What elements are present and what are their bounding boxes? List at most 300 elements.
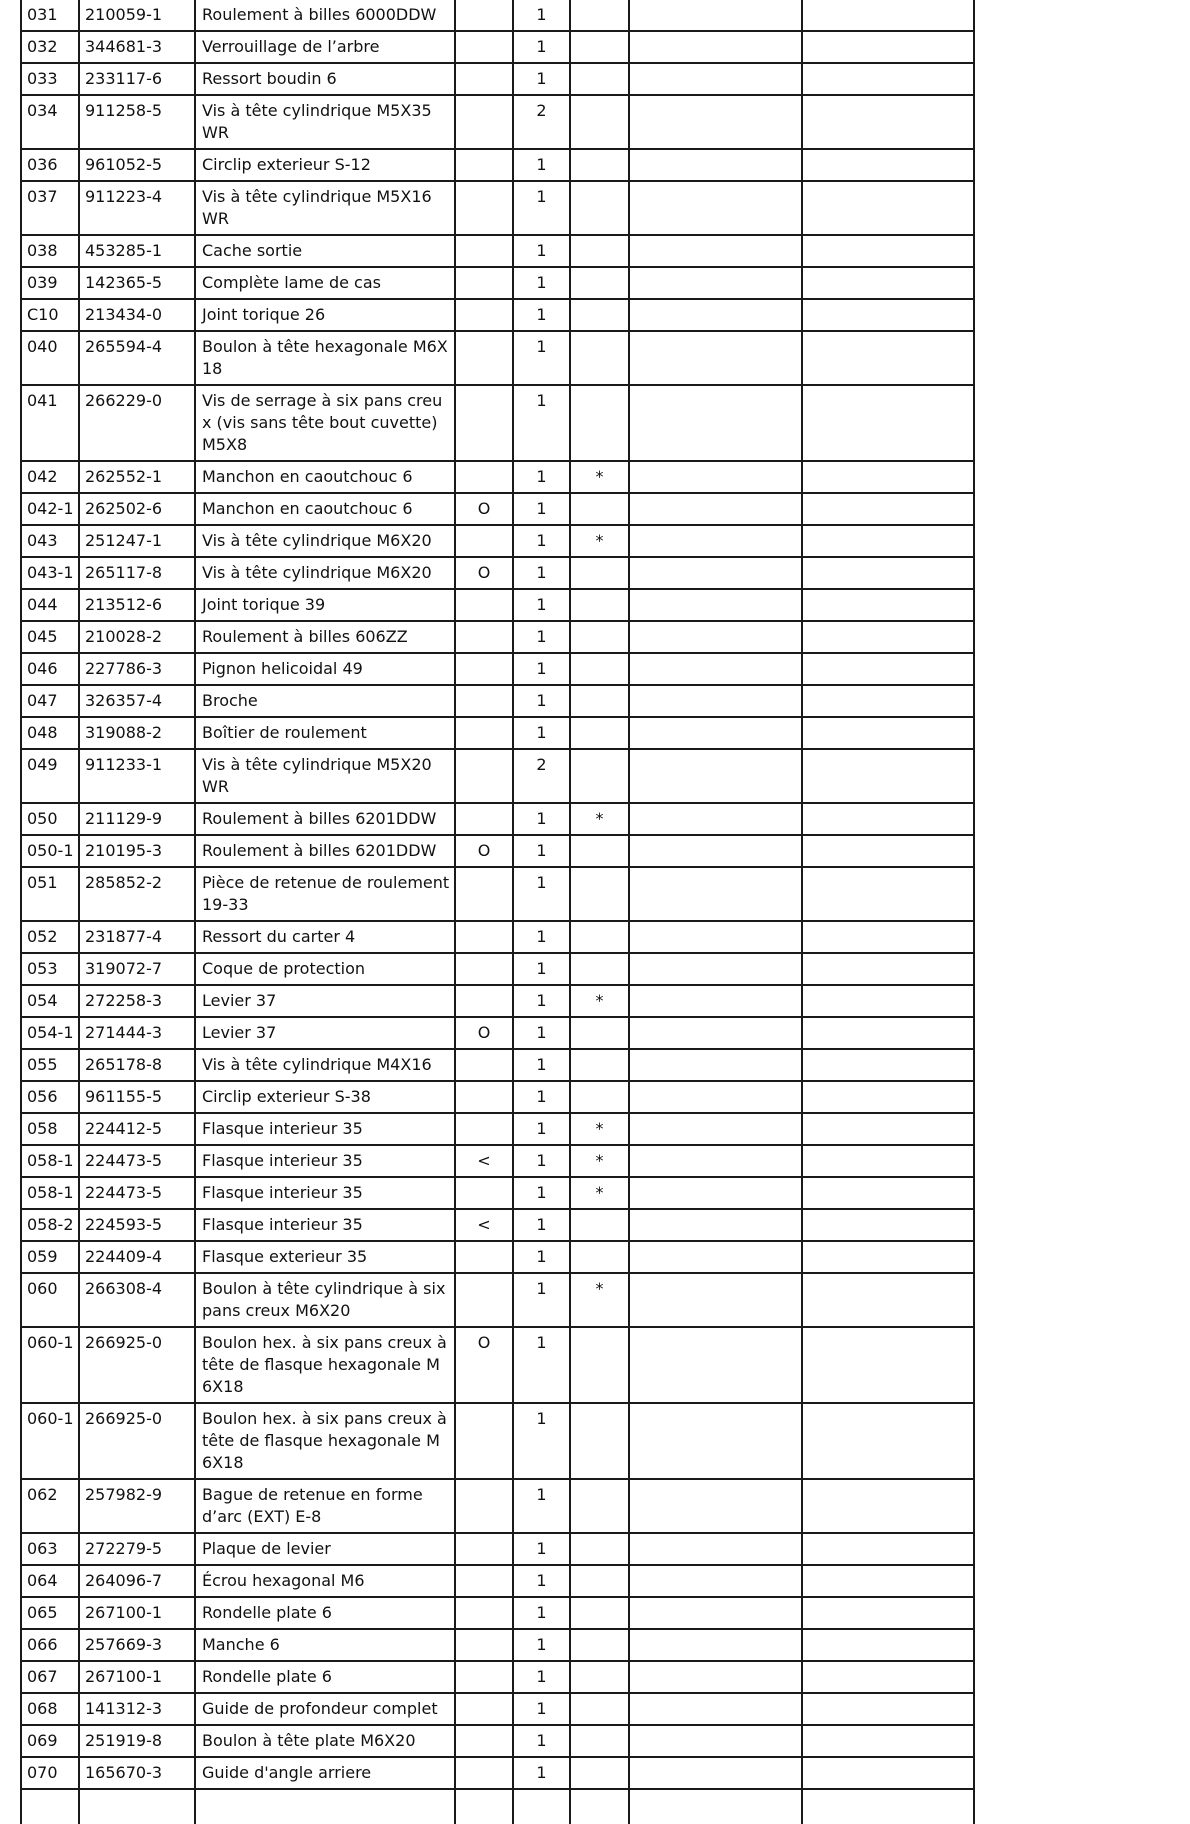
- quantity-cell: 1: [513, 1693, 570, 1725]
- empty-cell: [802, 621, 974, 653]
- note-mark-cell: [570, 1725, 629, 1757]
- table-row: [21, 589, 974, 621]
- empty-cell: [802, 1661, 974, 1693]
- empty-cell: [629, 803, 802, 835]
- description-cell: Flasque interieur 35: [195, 1113, 455, 1145]
- item-number-cell: 065: [21, 1597, 79, 1629]
- quantity-cell: 1: [513, 0, 570, 31]
- quantity-cell: 1: [513, 181, 570, 235]
- table-row: [21, 31, 974, 63]
- item-number-cell: 052: [21, 921, 79, 953]
- table-row: [21, 95, 974, 149]
- description-cell: Boulon hex. à six pans creux à tête de flasque hexagonale M6X18: [195, 1327, 455, 1403]
- description-cell: Vis à tête cylindrique M5X16 WR: [195, 181, 455, 235]
- table-row: [21, 557, 974, 589]
- note-mark-cell: [570, 1661, 629, 1693]
- item-number-cell: 059: [21, 1241, 79, 1273]
- option-mark-cell: [455, 1597, 513, 1629]
- empty-cell: [629, 1757, 802, 1789]
- option-mark-cell: [455, 1241, 513, 1273]
- note-mark-cell: [570, 653, 629, 685]
- empty-cell: [802, 1145, 974, 1177]
- item-number-cell: 031: [21, 0, 79, 31]
- description-cell: Vis à tête cylindrique M6X20: [195, 557, 455, 589]
- part-number-cell: 272258-3: [79, 985, 195, 1017]
- note-mark-cell: [570, 63, 629, 95]
- part-number-cell: 911223-4: [79, 181, 195, 235]
- empty-cell: [802, 1757, 974, 1789]
- part-number-cell: 257669-3: [79, 1629, 195, 1661]
- option-mark-cell: [455, 1177, 513, 1209]
- empty-cell: [802, 493, 974, 525]
- description-cell: Joint torique 26: [195, 299, 455, 331]
- empty-cell: [629, 1273, 802, 1327]
- part-number-cell: 265178-8: [79, 1049, 195, 1081]
- part-number-cell: 141312-3: [79, 1693, 195, 1725]
- empty-cell: [629, 1725, 802, 1757]
- empty-cell: [629, 557, 802, 589]
- table-row: [21, 1327, 974, 1403]
- note-mark-cell: *: [570, 525, 629, 557]
- empty-cell: [802, 1113, 974, 1145]
- table-row: [21, 1241, 974, 1273]
- note-mark-cell: [570, 749, 629, 803]
- note-mark-cell: *: [570, 1273, 629, 1327]
- item-number-cell: 045: [21, 621, 79, 653]
- note-mark-cell: [570, 621, 629, 653]
- empty-cell: [802, 181, 974, 235]
- table-row: [21, 63, 974, 95]
- description-cell: Écrou hexagonal M6: [195, 1565, 455, 1597]
- quantity-cell: 1: [513, 1327, 570, 1403]
- note-mark-cell: [570, 685, 629, 717]
- description-cell: Vis de serrage à six pans creux (vis sans tête bout cuvette) M5X8: [195, 385, 455, 461]
- option-mark-cell: [455, 267, 513, 299]
- quantity-cell: 1: [513, 557, 570, 589]
- option-mark-cell: [455, 653, 513, 685]
- table-row: [21, 621, 974, 653]
- table-row: [21, 1725, 974, 1757]
- part-number-cell: 262552-1: [79, 461, 195, 493]
- note-mark-cell: [570, 557, 629, 589]
- empty-cell: [802, 525, 974, 557]
- description-cell: Flasque exterieur 35: [195, 1241, 455, 1273]
- option-mark-cell: O: [455, 1017, 513, 1049]
- empty-cell: [629, 985, 802, 1017]
- option-mark-cell: [455, 685, 513, 717]
- empty-cell: [802, 385, 974, 461]
- parts-list-page: [20, 0, 975, 1824]
- empty-cell: [802, 589, 974, 621]
- quantity-cell: 1: [513, 1273, 570, 1327]
- empty-cell: [629, 1789, 802, 1824]
- part-number-cell: 266308-4: [79, 1273, 195, 1327]
- empty-cell: [802, 803, 974, 835]
- empty-cell: [802, 1049, 974, 1081]
- description-cell: Levier 37: [195, 985, 455, 1017]
- option-mark-cell: O: [455, 1327, 513, 1403]
- empty-cell: [629, 385, 802, 461]
- option-mark-cell: <: [455, 1209, 513, 1241]
- part-number-cell: 266925-0: [79, 1327, 195, 1403]
- description-cell: Boulon à tête hexagonale M6X18: [195, 331, 455, 385]
- description-cell: Cache sortie: [195, 235, 455, 267]
- option-mark-cell: [455, 803, 513, 835]
- item-number-cell: 046: [21, 653, 79, 685]
- quantity-cell: 1: [513, 461, 570, 493]
- part-number-cell: 231877-4: [79, 921, 195, 953]
- empty-cell: [802, 1241, 974, 1273]
- quantity-cell: 1: [513, 1177, 570, 1209]
- empty-cell: [629, 1565, 802, 1597]
- empty-cell: [802, 1273, 974, 1327]
- empty-cell: [629, 1241, 802, 1273]
- note-mark-cell: [570, 1533, 629, 1565]
- description-cell: Manchon en caoutchouc 6: [195, 493, 455, 525]
- item-number-cell: 056: [21, 1081, 79, 1113]
- quantity-cell: 2: [513, 749, 570, 803]
- quantity-cell: 1: [513, 149, 570, 181]
- note-mark-cell: [570, 95, 629, 149]
- description-cell: Guide de profondeur complet: [195, 1693, 455, 1725]
- empty-cell: [629, 181, 802, 235]
- part-number-cell: 251919-8: [79, 1725, 195, 1757]
- empty-cell: [802, 921, 974, 953]
- quantity-cell: 1: [513, 1629, 570, 1661]
- empty-cell: [802, 1629, 974, 1661]
- option-mark-cell: [455, 149, 513, 181]
- item-number-cell: 070: [21, 1757, 79, 1789]
- empty-cell: [629, 493, 802, 525]
- table-row: [21, 385, 974, 461]
- description-cell: Boulon à tête plate M6X20: [195, 1725, 455, 1757]
- note-mark-cell: [570, 1209, 629, 1241]
- empty-cell: [802, 653, 974, 685]
- item-number-cell: 049: [21, 749, 79, 803]
- description-cell: Pièce de retenue de roulement 19-33: [195, 867, 455, 921]
- note-mark-cell: *: [570, 1113, 629, 1145]
- note-mark-cell: [570, 331, 629, 385]
- part-number-cell: 165670-3: [79, 1757, 195, 1789]
- description-cell: Ressort du carter 4: [195, 921, 455, 953]
- description-cell: Bague de retenue en forme d’arc (EXT) E-8: [195, 1479, 455, 1533]
- note-mark-cell: [570, 493, 629, 525]
- parts-table: [20, 0, 975, 1824]
- description-cell: Manche 6: [195, 1629, 455, 1661]
- item-number-cell: 054-1: [21, 1017, 79, 1049]
- table-row: [21, 921, 974, 953]
- empty-cell: [21, 1789, 79, 1824]
- note-mark-cell: *: [570, 461, 629, 493]
- empty-cell: [802, 149, 974, 181]
- option-mark-cell: [455, 1725, 513, 1757]
- option-mark-cell: [455, 1273, 513, 1327]
- item-number-cell: 033: [21, 63, 79, 95]
- item-number-cell: 043: [21, 525, 79, 557]
- quantity-cell: 1: [513, 867, 570, 921]
- empty-cell: [629, 589, 802, 621]
- quantity-cell: 1: [513, 331, 570, 385]
- note-mark-cell: [570, 31, 629, 63]
- description-cell: Circlip exterieur S-12: [195, 149, 455, 181]
- part-number-cell: 326357-4: [79, 685, 195, 717]
- empty-cell: [629, 1629, 802, 1661]
- option-mark-cell: [455, 621, 513, 653]
- empty-cell: [629, 749, 802, 803]
- empty-cell: [629, 1533, 802, 1565]
- note-mark-cell: [570, 835, 629, 867]
- quantity-cell: 1: [513, 1017, 570, 1049]
- note-mark-cell: [570, 267, 629, 299]
- empty-cell: [802, 835, 974, 867]
- item-number-cell: 058: [21, 1113, 79, 1145]
- part-number-cell: 266229-0: [79, 385, 195, 461]
- part-number-cell: 961155-5: [79, 1081, 195, 1113]
- option-mark-cell: [455, 461, 513, 493]
- empty-cell: [629, 1177, 802, 1209]
- empty-cell: [629, 149, 802, 181]
- empty-cell: [802, 749, 974, 803]
- item-number-cell: 039: [21, 267, 79, 299]
- option-mark-cell: [455, 749, 513, 803]
- part-number-cell: 911258-5: [79, 95, 195, 149]
- note-mark-cell: [570, 953, 629, 985]
- empty-cell: [570, 1789, 629, 1824]
- note-mark-cell: [570, 717, 629, 749]
- empty-cell: [802, 717, 974, 749]
- empty-cell: [79, 1789, 195, 1824]
- option-mark-cell: [455, 1479, 513, 1533]
- quantity-cell: 1: [513, 953, 570, 985]
- description-cell: Roulement à billes 6201DDW: [195, 803, 455, 835]
- part-number-cell: 265594-4: [79, 331, 195, 385]
- part-number-cell: 224593-5: [79, 1209, 195, 1241]
- note-mark-cell: [570, 299, 629, 331]
- item-number-cell: 054: [21, 985, 79, 1017]
- note-mark-cell: [570, 1241, 629, 1273]
- item-number-cell: 048: [21, 717, 79, 749]
- item-number-cell: 058-1: [21, 1177, 79, 1209]
- item-number-cell: 058-1: [21, 1145, 79, 1177]
- table-row: [21, 1661, 974, 1693]
- table-row: [21, 685, 974, 717]
- part-number-cell: 233117-6: [79, 63, 195, 95]
- description-cell: Boîtier de roulement: [195, 717, 455, 749]
- note-mark-cell: [570, 181, 629, 235]
- option-mark-cell: <: [455, 1145, 513, 1177]
- empty-cell: [629, 921, 802, 953]
- table-row: [21, 1629, 974, 1661]
- note-mark-cell: [570, 921, 629, 953]
- note-mark-cell: [570, 0, 629, 31]
- quantity-cell: 1: [513, 685, 570, 717]
- option-mark-cell: [455, 1629, 513, 1661]
- empty-cell: [629, 653, 802, 685]
- option-mark-cell: [455, 1403, 513, 1479]
- item-number-cell: 042-1: [21, 493, 79, 525]
- table-row: [21, 1565, 974, 1597]
- option-mark-cell: [455, 953, 513, 985]
- option-mark-cell: [455, 331, 513, 385]
- empty-cell: [629, 461, 802, 493]
- description-cell: Roulement à billes 6000DDW: [195, 0, 455, 31]
- part-number-cell: 262502-6: [79, 493, 195, 525]
- empty-cell: [629, 1403, 802, 1479]
- description-cell: Flasque interieur 35: [195, 1209, 455, 1241]
- note-mark-cell: [570, 589, 629, 621]
- item-number-cell: 060-1: [21, 1327, 79, 1403]
- empty-cell: [802, 1597, 974, 1629]
- empty-cell: [629, 1661, 802, 1693]
- table-row: [21, 953, 974, 985]
- note-mark-cell: [570, 1597, 629, 1629]
- part-number-cell: 319088-2: [79, 717, 195, 749]
- part-number-cell: 285852-2: [79, 867, 195, 921]
- empty-cell: [629, 299, 802, 331]
- table-row: [21, 1209, 974, 1241]
- empty-cell: [802, 31, 974, 63]
- quantity-cell: 1: [513, 63, 570, 95]
- quantity-cell: 1: [513, 1403, 570, 1479]
- quantity-cell: 1: [513, 803, 570, 835]
- table-row: [21, 235, 974, 267]
- empty-cell: [629, 1693, 802, 1725]
- quantity-cell: 1: [513, 653, 570, 685]
- part-number-cell: 272279-5: [79, 1533, 195, 1565]
- part-number-cell: 266925-0: [79, 1403, 195, 1479]
- option-mark-cell: [455, 63, 513, 95]
- empty-cell: [629, 835, 802, 867]
- quantity-cell: 1: [513, 1081, 570, 1113]
- table-row: [21, 181, 974, 235]
- table-row: [21, 1273, 974, 1327]
- quantity-cell: 1: [513, 1209, 570, 1241]
- empty-cell: [629, 867, 802, 921]
- parts-table-body: [21, 0, 974, 1824]
- option-mark-cell: [455, 299, 513, 331]
- table-row: [21, 493, 974, 525]
- quantity-cell: 1: [513, 985, 570, 1017]
- empty-cell: [629, 717, 802, 749]
- item-number-cell: 060: [21, 1273, 79, 1327]
- empty-cell: [802, 685, 974, 717]
- quantity-cell: 1: [513, 835, 570, 867]
- empty-cell: [629, 235, 802, 267]
- table-row: [21, 525, 974, 557]
- description-cell: Roulement à billes 606ZZ: [195, 621, 455, 653]
- empty-cell: [629, 63, 802, 95]
- table-row: [21, 749, 974, 803]
- item-number-cell: 038: [21, 235, 79, 267]
- item-number-cell: 047: [21, 685, 79, 717]
- empty-cell: [629, 1081, 802, 1113]
- empty-cell: [802, 1565, 974, 1597]
- quantity-cell: 1: [513, 1049, 570, 1081]
- empty-cell: [802, 953, 974, 985]
- option-mark-cell: [455, 181, 513, 235]
- empty-cell: [802, 1177, 974, 1209]
- option-mark-cell: [455, 921, 513, 953]
- item-number-cell: 066: [21, 1629, 79, 1661]
- quantity-cell: 1: [513, 589, 570, 621]
- item-number-cell: 051: [21, 867, 79, 921]
- description-cell: Ressort boudin 6: [195, 63, 455, 95]
- part-number-cell: 213434-0: [79, 299, 195, 331]
- quantity-cell: 1: [513, 525, 570, 557]
- table-row: [21, 1597, 974, 1629]
- item-number-cell: 042: [21, 461, 79, 493]
- note-mark-cell: [570, 867, 629, 921]
- description-cell: Vis à tête cylindrique M6X20: [195, 525, 455, 557]
- item-number-cell: 064: [21, 1565, 79, 1597]
- quantity-cell: 1: [513, 267, 570, 299]
- empty-cell: [629, 685, 802, 717]
- option-mark-cell: [455, 867, 513, 921]
- note-mark-cell: [570, 235, 629, 267]
- empty-cell: [802, 1403, 974, 1479]
- empty-cell: [802, 1789, 974, 1824]
- empty-cell: [802, 1209, 974, 1241]
- note-mark-cell: [570, 1565, 629, 1597]
- table-row: [21, 653, 974, 685]
- empty-cell: [629, 331, 802, 385]
- description-cell: Boulon hex. à six pans creux à tête de flasque hexagonale M6X18: [195, 1403, 455, 1479]
- note-mark-cell: *: [570, 985, 629, 1017]
- option-mark-cell: [455, 985, 513, 1017]
- empty-cell: [802, 867, 974, 921]
- part-number-cell: 319072-7: [79, 953, 195, 985]
- item-number-cell: 060-1: [21, 1403, 79, 1479]
- item-number-cell: 044: [21, 589, 79, 621]
- note-mark-cell: [570, 1049, 629, 1081]
- description-cell: Coque de protection: [195, 953, 455, 985]
- table-row: [21, 461, 974, 493]
- quantity-cell: 1: [513, 31, 570, 63]
- empty-cell: [629, 525, 802, 557]
- description-cell: Guide d'angle arriere: [195, 1757, 455, 1789]
- table-row: [21, 149, 974, 181]
- option-mark-cell: [455, 1661, 513, 1693]
- table-row: [21, 1017, 974, 1049]
- part-number-cell: 251247-1: [79, 525, 195, 557]
- quantity-cell: 1: [513, 1533, 570, 1565]
- table-row: [21, 1177, 974, 1209]
- item-number-cell: 032: [21, 31, 79, 63]
- option-mark-cell: O: [455, 493, 513, 525]
- description-cell: Roulement à billes 6201DDW: [195, 835, 455, 867]
- empty-cell: [629, 0, 802, 31]
- note-mark-cell: *: [570, 1145, 629, 1177]
- description-cell: Circlip exterieur S-38: [195, 1081, 455, 1113]
- note-mark-cell: [570, 385, 629, 461]
- table-row: [21, 331, 974, 385]
- empty-cell: [629, 31, 802, 63]
- table-row: [21, 1757, 974, 1789]
- table-row: [21, 1145, 974, 1177]
- part-number-cell: 224412-5: [79, 1113, 195, 1145]
- description-cell: Boulon à tête cylindrique à six pans creux M6X20: [195, 1273, 455, 1327]
- empty-cell: [629, 1145, 802, 1177]
- quantity-cell: 1: [513, 1661, 570, 1693]
- empty-cell: [802, 331, 974, 385]
- note-mark-cell: *: [570, 1177, 629, 1209]
- option-mark-cell: [455, 1757, 513, 1789]
- note-mark-cell: [570, 1693, 629, 1725]
- empty-cell: [802, 0, 974, 31]
- table-row: [21, 0, 974, 31]
- table-row: [21, 803, 974, 835]
- empty-cell: [802, 1017, 974, 1049]
